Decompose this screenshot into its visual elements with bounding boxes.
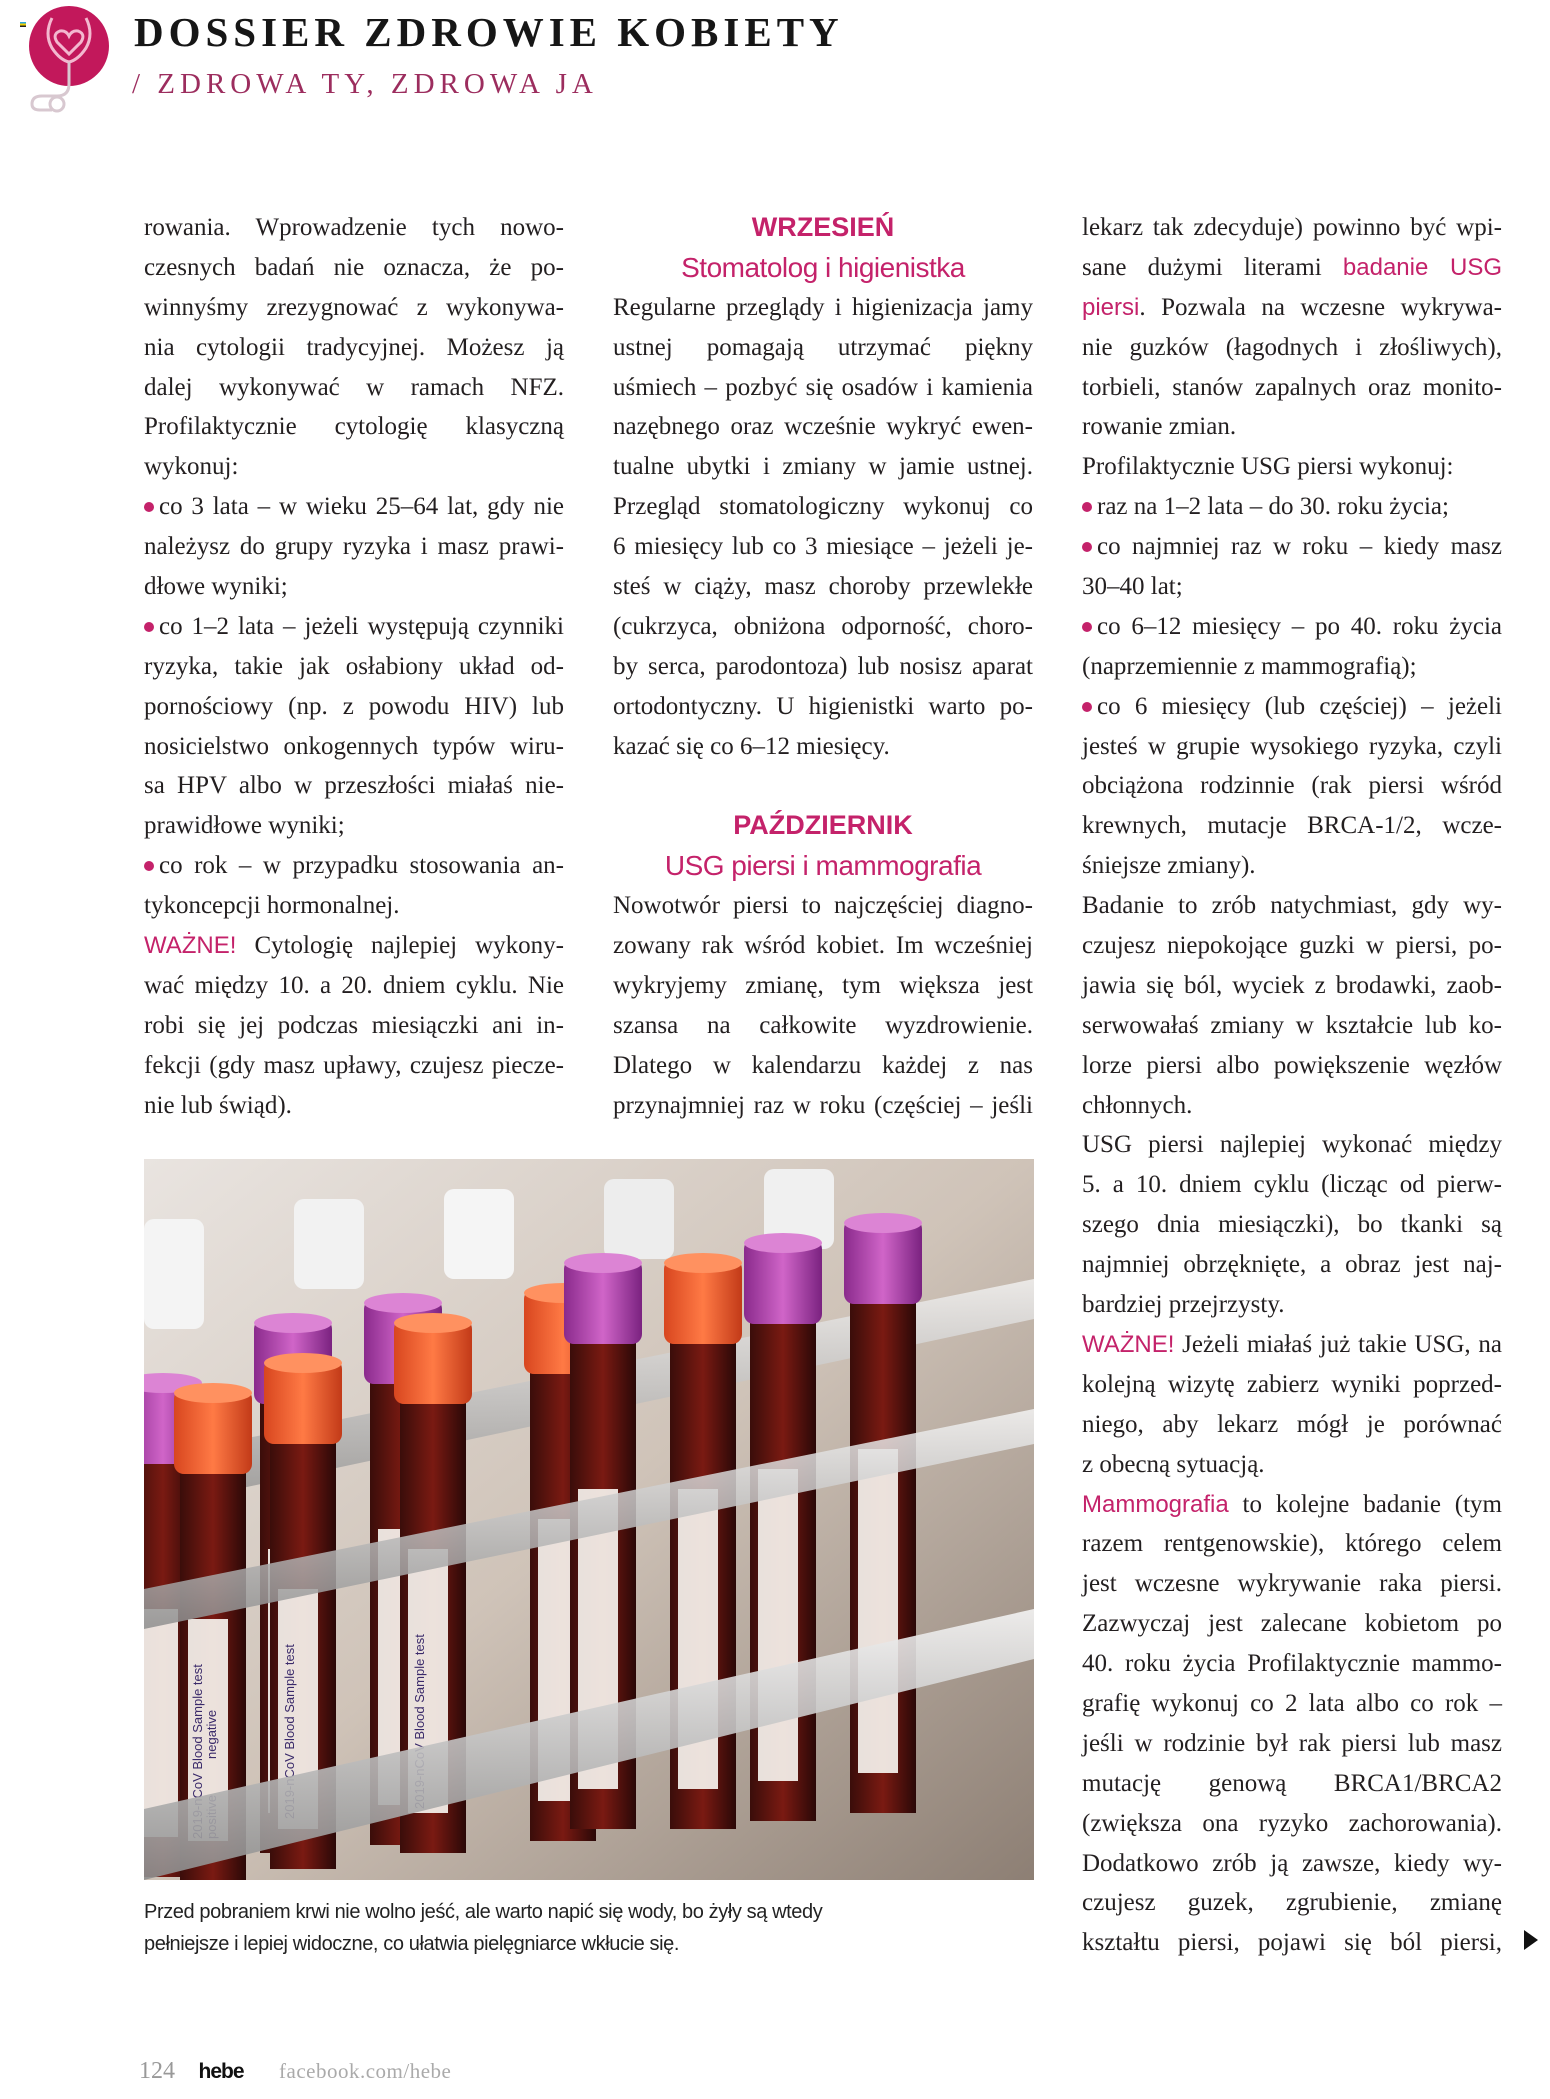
text-segment: nosicielstwo onkogennych typów wiru- xyxy=(144,732,564,760)
text-segment: lorze piersi albo powiększenie węzłów xyxy=(1082,1051,1502,1079)
text-line xyxy=(1082,1405,1502,1445)
text-segment: ortodontyczny. U higienistki warto po- xyxy=(613,692,1033,720)
text-line xyxy=(1082,1365,1502,1405)
text-line xyxy=(144,806,564,846)
text-segment: Badanie to zrób natychmiast, gdy wy- xyxy=(1082,892,1502,920)
text-segment: co 6–12 miesięcy – po 40. roku życia xyxy=(1097,612,1502,640)
text-line xyxy=(1082,1285,1502,1325)
text-line xyxy=(613,527,1033,567)
text-line xyxy=(1082,607,1502,647)
page-number: 124 xyxy=(139,2058,175,2084)
text-line xyxy=(1082,248,1502,288)
text-line xyxy=(1082,846,1502,886)
text-segment: co 3 lata – w wieku 25–64 lat, gdy nie xyxy=(159,493,564,521)
text-segment: krewnych, mutacje BRCA-1/2, wcze- xyxy=(1082,812,1502,840)
white-cap xyxy=(294,1199,364,1289)
text-line xyxy=(144,846,564,886)
text-segment: dalej wykonywać w ramach NFZ. xyxy=(144,373,564,401)
text-line xyxy=(1082,727,1502,767)
text-segment: sa HPV albo w przeszłości miałaś nie- xyxy=(144,772,564,800)
cap-top xyxy=(254,1313,332,1333)
text-line xyxy=(144,527,564,567)
cap-top xyxy=(264,1353,342,1373)
article-column-middle xyxy=(613,208,1033,1125)
page-footer xyxy=(139,2058,451,2085)
text-segment: czujesz guzek, zgrubienie, zmianę xyxy=(1082,1889,1502,1917)
text-segment: zowany rak wśród kobiet. Im wcześniej xyxy=(613,932,1033,960)
text-line xyxy=(1082,328,1502,368)
text-line xyxy=(1082,527,1502,567)
text-line xyxy=(1082,926,1502,966)
text-line xyxy=(613,647,1033,687)
brand-logo: hebe xyxy=(198,2060,244,2083)
text-line xyxy=(1082,966,1502,1006)
text-line xyxy=(144,766,564,806)
text-segment: wać między 10. a 20. dniem cyklu. Nie xyxy=(144,971,564,999)
text-segment: rowanie zmian. xyxy=(1082,413,1237,441)
text-segment: Dodatkowo zrób ją zawsze, kiedy wy- xyxy=(1082,1849,1502,1877)
text-segment: 6 miesięcy lub co 3 miesiące – jeżeli je- xyxy=(613,533,1033,561)
bullet-icon xyxy=(1082,622,1092,632)
text-line xyxy=(1082,368,1502,408)
text-line xyxy=(144,328,564,368)
text-line xyxy=(613,368,1033,408)
tube-label-text: 2019-nCoV Blood Sample test xyxy=(190,1664,205,1839)
text-segment: nie lub świąd). xyxy=(144,1091,292,1119)
text-segment: grafię wykonuj co 2 lata albo co rok – xyxy=(1082,1689,1502,1717)
bullet-icon xyxy=(1082,702,1092,712)
text-line xyxy=(1082,1325,1502,1365)
blood-sample-tubes-icon xyxy=(144,1159,1034,1880)
section-heading xyxy=(613,248,1033,288)
text-line xyxy=(1082,1764,1502,1804)
highlighted-term: Mammografia xyxy=(1082,1490,1229,1518)
bullet-icon xyxy=(144,622,154,632)
text-segment: 30–40 lat; xyxy=(1082,573,1183,601)
text-segment: niego, aby lekarz mógł je porównać xyxy=(1082,1410,1502,1438)
text-segment: co 1–2 lata – jeżeli występują czynniki xyxy=(159,612,564,640)
text-line xyxy=(613,328,1033,368)
text-segment: tykoncepcji hormonalnej. xyxy=(144,892,400,920)
text-line xyxy=(613,407,1033,447)
text-line xyxy=(613,288,1033,328)
text-line xyxy=(1082,288,1502,328)
text-line xyxy=(144,647,564,687)
text-segment: ryzyka, takie jak osłabiony układ od- xyxy=(144,652,564,680)
text-segment: jest wczesne wykrywanie raka piersi. xyxy=(1082,1570,1502,1598)
tube-label xyxy=(758,1469,798,1781)
text-line xyxy=(1082,1086,1502,1126)
blood-test-tubes-photo xyxy=(144,1159,1034,1880)
text-segment: prawidłowe wyniki; xyxy=(144,812,345,840)
white-cap xyxy=(604,1179,674,1259)
text-segment: Zazwyczaj jest zalecane kobietom po xyxy=(1082,1610,1502,1638)
facebook-link[interactable]: facebook.com/hebe xyxy=(279,2059,452,2083)
cap-top xyxy=(394,1313,472,1333)
tube-label-text: 2019-nCoV Blood Sample test xyxy=(412,1634,427,1809)
section-heading xyxy=(613,806,1033,846)
text-line xyxy=(1082,567,1502,607)
section-subtitle: / ZDROWA TY, ZDROWA JA xyxy=(132,68,598,100)
text-segment: obciążona rodzinnie (rak piersi wśród xyxy=(1082,772,1502,800)
test-tube xyxy=(844,1213,922,1813)
tube-label-text: 2019-nCoV Blood Sample test xyxy=(282,1644,297,1819)
text-line xyxy=(613,966,1033,1006)
tube-label-option-negative: negative xyxy=(204,1709,219,1759)
text-segment: Profilaktycznie USG piersi wykonuj: xyxy=(1082,453,1454,481)
text-segment: Cytologię najlepiej wykony- xyxy=(236,932,564,960)
text-segment: to kolejne badanie (tym xyxy=(1228,1490,1502,1518)
cap-top xyxy=(364,1293,442,1313)
bullet-icon xyxy=(1082,542,1092,552)
text-line xyxy=(144,248,564,288)
text-segment: co rok – w przypadku stosowania an- xyxy=(159,852,564,880)
text-line xyxy=(144,368,564,408)
text-segment: najmniej obrzęknięte, a obraz jest naj- xyxy=(1082,1251,1502,1279)
text-line xyxy=(144,567,564,607)
text-line xyxy=(1082,1046,1502,1086)
text-segment: Stomatolog i higienistka xyxy=(681,251,965,283)
white-cap xyxy=(444,1189,514,1279)
text-segment: Jeżeli miałaś już takie USG, na xyxy=(1174,1330,1502,1358)
text-segment: wykonuj: xyxy=(144,453,239,481)
article-column-left xyxy=(144,208,564,1125)
text-segment: torbieli, stanów zapalnych oraz monito- xyxy=(1082,373,1502,401)
text-segment: szansa na całkowite wyzdrowienie. xyxy=(613,1011,1033,1039)
next-page-arrow-icon[interactable] xyxy=(1524,1930,1538,1950)
text-line xyxy=(613,1086,1033,1126)
cap-top xyxy=(664,1253,742,1273)
text-line xyxy=(144,1046,564,1086)
text-segment: 40. roku życia Profilaktycznie mammo- xyxy=(1082,1650,1502,1678)
text-line xyxy=(1082,407,1502,447)
bullet-icon xyxy=(144,502,154,512)
text-segment: nazębnego oraz wcześnie wykryć ewen- xyxy=(613,413,1033,441)
text-line xyxy=(1082,1644,1502,1684)
text-segment: raz na 1–2 lata – do 30. roku życia; xyxy=(1097,493,1449,521)
text-line xyxy=(144,487,564,527)
bullet-icon xyxy=(144,861,154,871)
text-line xyxy=(613,567,1033,607)
bullet-icon xyxy=(1082,502,1092,512)
text-segment: pornościowy (np. z powodu HIV) lub xyxy=(144,692,564,720)
text-segment: mutację genową BRCA1/BRCA2 xyxy=(1082,1769,1502,1797)
text-line xyxy=(1082,1564,1502,1604)
text-segment: Przegląd stomatologiczny wykonuj co xyxy=(613,493,1033,521)
text-segment: winnyśmy zrezygnować z wykonywa- xyxy=(144,293,564,321)
highlighted-term: WAŻNE! xyxy=(144,932,237,960)
text-line xyxy=(613,607,1033,647)
text-segment: co najmniej raz w roku – kiedy masz xyxy=(1097,533,1502,561)
text-line xyxy=(1082,886,1502,926)
text-segment: czujesz niepokojące guzki w piersi, po- xyxy=(1082,932,1502,960)
text-segment: przynajmniej raz w roku (częściej – jeśli xyxy=(613,1091,1033,1119)
section-title: DOSSIER ZDROWIE KOBIETY xyxy=(134,9,844,55)
text-line xyxy=(144,607,564,647)
text-segment: (cukrzyca, obniżona odporność, choro- xyxy=(613,612,1033,640)
text-line xyxy=(1082,1684,1502,1724)
text-line xyxy=(1082,1524,1502,1564)
blank-line xyxy=(613,766,1033,806)
text-line xyxy=(1082,208,1502,248)
text-line xyxy=(1082,1165,1502,1205)
cap-top xyxy=(174,1383,252,1403)
text-line xyxy=(144,1006,564,1046)
text-line xyxy=(1082,1604,1502,1644)
text-line xyxy=(613,926,1033,966)
text-segment: kształtu piersi, pojawi się ból piersi, xyxy=(1082,1929,1502,1957)
text-line xyxy=(613,447,1033,487)
text-segment: z obecną sytuacją. xyxy=(1082,1450,1265,1478)
text-segment: robi się jej podczas miesiączki ani in- xyxy=(144,1011,564,1039)
photo-caption xyxy=(144,1896,1044,1960)
text-line xyxy=(144,886,564,926)
cap-top xyxy=(744,1233,822,1253)
test-tube xyxy=(744,1233,822,1821)
section-heading xyxy=(613,208,1033,248)
text-segment: czesnych badań nie oznacza, że po- xyxy=(144,253,564,281)
text-line xyxy=(1082,1205,1502,1245)
text-line xyxy=(1082,487,1502,527)
text-segment: szego dnia miesiączki), bo tkanki są xyxy=(1082,1211,1502,1239)
section-heading xyxy=(613,846,1033,886)
white-cap xyxy=(144,1219,204,1329)
text-segment: PAŹDZIERNIK xyxy=(733,810,913,841)
text-line xyxy=(613,1046,1033,1086)
text-segment: nia cytologii tradycyjnej. Możesz ją xyxy=(144,333,564,361)
text-segment: należysz do grupy ryzyka i masz prawi- xyxy=(144,533,564,561)
text-line xyxy=(1082,647,1502,687)
text-segment: ustnej pomagają utrzymać piękny xyxy=(613,333,1033,361)
cap-top xyxy=(844,1213,922,1233)
text-segment: jesteś w grupie wysokiego ryzyka, czyli xyxy=(1082,732,1502,760)
text-line xyxy=(144,208,564,248)
text-segment: fekcji (gdy masz upławy, czujesz piecze- xyxy=(144,1051,564,1079)
text-segment: co 6 miesięcy (lub częściej) – jeżeli xyxy=(1097,692,1502,720)
text-segment: jawia się ból, wyciek z brodawki, zaob- xyxy=(1082,971,1502,999)
text-line xyxy=(1082,687,1502,727)
text-line xyxy=(1082,806,1502,846)
text-segment: jeśli w rodzinie był rak piersi lub masz xyxy=(1082,1729,1502,1757)
text-line xyxy=(613,687,1033,727)
text-segment: uśmiech – pozbyć się osadów i kamienia xyxy=(613,373,1033,401)
text-line xyxy=(613,727,1033,767)
text-segment: kolejną wizytę zabierz wyniki poprzed- xyxy=(1082,1370,1502,1398)
text-line xyxy=(144,926,564,966)
highlighted-term: badanie USG xyxy=(1342,253,1502,281)
text-line xyxy=(1082,1804,1502,1844)
caption-line: Przed pobraniem krwi nie wolno jeść, ale warto napić się wody, bo żyły są wtedy xyxy=(144,1901,823,1923)
text-line xyxy=(144,727,564,767)
text-line xyxy=(613,1006,1033,1046)
text-segment: lekarz tak zdecyduje) powinno być wpi- xyxy=(1082,214,1502,241)
highlighted-term: piersi xyxy=(1082,293,1140,321)
text-segment: Dlatego w kalendarzu każdej z nas xyxy=(613,1051,1033,1079)
text-line xyxy=(144,407,564,447)
text-segment: sane dużymi literami xyxy=(1082,253,1343,281)
text-segment: dłowe wyniki; xyxy=(144,573,288,601)
text-segment: rowania. Wprowadzenie tych nowo- xyxy=(144,214,564,241)
text-line xyxy=(1082,1883,1502,1923)
text-line xyxy=(1082,1125,1502,1165)
text-segment: nie guzków (łagodnych i złośliwych), xyxy=(1082,333,1502,361)
text-segment: Regularne przeglądy i higienizacja jamy xyxy=(613,293,1033,321)
text-segment: wykryjemy zmianę, tym większa jest xyxy=(613,971,1033,999)
text-segment: steś w ciąży, masz choroby przewlekłe xyxy=(613,573,1033,601)
text-line xyxy=(1082,1245,1502,1285)
tube-label xyxy=(858,1449,898,1773)
text-segment: tualne ubytki i zmiany w jamie ustnej. xyxy=(613,453,1033,481)
text-line xyxy=(613,886,1033,926)
text-segment: chłonnych. xyxy=(1082,1091,1193,1119)
text-line xyxy=(144,447,564,487)
article-column-right xyxy=(1082,208,1502,1963)
text-line xyxy=(1082,766,1502,806)
text-segment: (zwiększa ona ryzyko zachorowania). xyxy=(1082,1809,1502,1837)
text-segment: 5. a 10. dniem cyklu (licząc od pierw- xyxy=(1082,1171,1502,1199)
text-line xyxy=(1082,447,1502,487)
stethoscope-heart-icon xyxy=(22,4,122,114)
text-line xyxy=(1082,1485,1502,1525)
text-line xyxy=(144,1086,564,1126)
text-segment: WRZESIEŃ xyxy=(751,212,895,242)
text-segment: by serca, parodontoza) lub nosisz aparat xyxy=(613,652,1033,680)
text-line xyxy=(1082,1923,1502,1963)
text-segment: bardziej przejrzysty. xyxy=(1082,1291,1285,1319)
cap-top xyxy=(564,1253,642,1273)
text-line xyxy=(1082,1724,1502,1764)
text-segment: razem rentgenowskie), którego celem xyxy=(1082,1530,1502,1558)
text-line xyxy=(1082,1006,1502,1046)
text-segment: Profilaktycznie cytologię klasyczną xyxy=(144,413,564,441)
caption-line: pełniejsze i lepiej widoczne, co ułatwia pielęgniarce wkłucie się. xyxy=(144,1933,680,1955)
text-line xyxy=(1082,1844,1502,1884)
text-segment: USG piersi najlepiej wykonać między xyxy=(1082,1131,1502,1159)
text-line xyxy=(144,288,564,328)
text-segment: serwowałaś zmiany w kształcie lub ko- xyxy=(1082,1011,1502,1039)
text-line xyxy=(1082,1445,1502,1485)
text-segment: . Pozwala na wczesne wykrywa- xyxy=(1139,293,1502,321)
text-segment: śniejsze zmiany). xyxy=(1082,852,1256,880)
text-line xyxy=(144,966,564,1006)
text-segment: (naprzemiennie z mammografią); xyxy=(1082,652,1417,680)
text-segment: Nowotwór piersi to najczęściej diagno- xyxy=(613,892,1033,920)
text-line xyxy=(613,487,1033,527)
text-line xyxy=(144,687,564,727)
text-segment: kazać się co 6–12 miesięcy. xyxy=(613,732,890,760)
highlighted-term: WAŻNE! xyxy=(1082,1330,1175,1358)
text-segment: USG piersi i mammografia xyxy=(664,850,982,882)
